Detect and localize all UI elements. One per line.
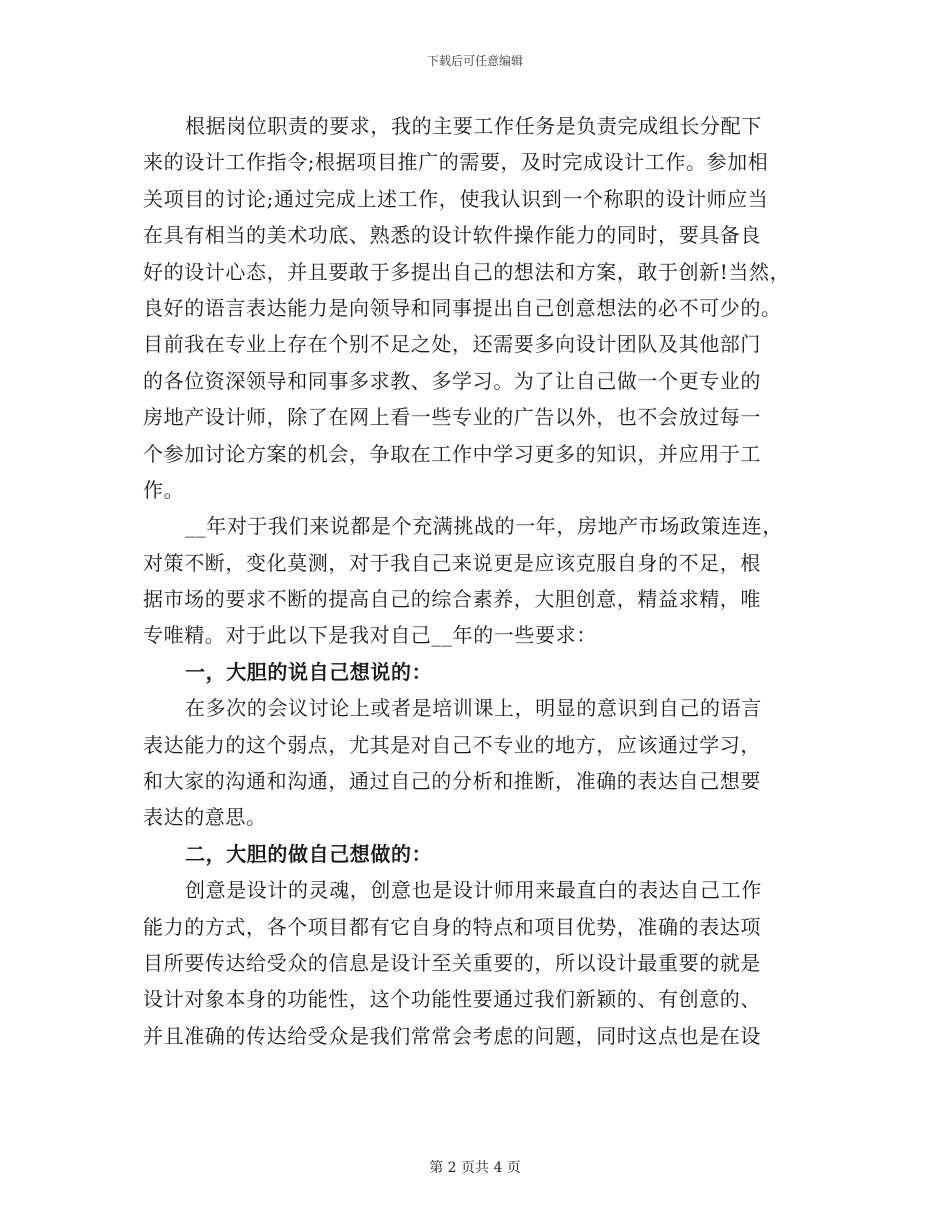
section-heading: 二，大胆的做自己想做的：	[185, 841, 433, 866]
page-header: 下载后可任意编辑	[426, 54, 523, 68]
text-line: 目所要传达给受众的信息是设计至关重要的，所以设计最重要的就是	[143, 950, 761, 975]
text-line: 专唯精。对于此以下是我对自己__年的一些要求：	[143, 623, 597, 648]
text-line: 好的设计心态，并且要敢于多提出自己的想法和方案，敢于创新!当然，	[143, 259, 791, 284]
text-line: 和大家的沟通和沟通，通过自己的分析和推断，准确的表达自己想要	[143, 769, 761, 794]
text-line: 个参加讨论方案的机会，争取在工作中学习更多的知识，并应用于工	[143, 441, 761, 466]
document-body	[143, 108, 808, 1054]
text-line: 良好的语言表达能力是向领导和同事提出自己创意想法的必不可少的。	[143, 295, 782, 320]
text-line: 目前我在专业上存在个别不足之处，还需要多向设计团队及其他部门	[143, 332, 761, 357]
text-line: 设计对象本身的功能性，这个功能性要通过我们新颖的、有创意的、	[143, 987, 761, 1012]
text-line: __年对于我们来说都是个充满挑战的一年，房地产市场政策连连，	[185, 514, 783, 539]
text-line: 根据岗位职责的要求，我的主要工作任务是负责完成组长分配下	[185, 114, 762, 138]
text-line: 能力的方式，各个项目都有它自身的特点和项目优势，准确的表达项	[143, 914, 761, 939]
text-line: 在具有相当的美术功底、熟悉的设计软件操作能力的同时，要具备良	[143, 223, 761, 248]
text-line: 在多次的会议讨论上或者是培训课上，明显的意识到自己的语言	[185, 696, 762, 721]
text-line: 表达能力的这个弱点，尤其是对自己不专业的地方，应该通过学习，	[143, 732, 761, 757]
text-line: 并且准确的传达给受众是我们常常会考虑的问题，同时这点也是在设	[143, 1023, 761, 1048]
text-line: 据市场的要求不断的提高自己的综合素养，大胆创意，精益求精，唯	[143, 587, 761, 612]
text-line: 的各位资深领导和同事多求教、多学习。为了让自己做一个更专业的	[143, 368, 761, 393]
text-line: 表达的意思。	[143, 805, 267, 830]
text-line: 创意是设计的灵魂，创意也是设计师用来最直白的表达自己工作	[185, 878, 762, 903]
text-line: 作。	[143, 477, 185, 502]
text-line: 房地产设计师，除了在网上看一些专业的广告以外，也不会放过每一	[143, 405, 761, 430]
section-heading: 一，大胆的说自己想说的：	[185, 659, 433, 684]
page-footer: 第 2 页共 4 页	[429, 1160, 521, 1176]
text-line: 对策不断，变化莫测，对于我自己来说更是应该克服自身的不足，根	[143, 550, 761, 575]
text-line: 关项目的讨论;通过完成上述工作，使我认识到一个称职的设计师应当	[143, 186, 769, 211]
text-line: 来的设计工作指令;根据项目推广的需要，及时完成设计工作。参加相	[143, 150, 769, 175]
